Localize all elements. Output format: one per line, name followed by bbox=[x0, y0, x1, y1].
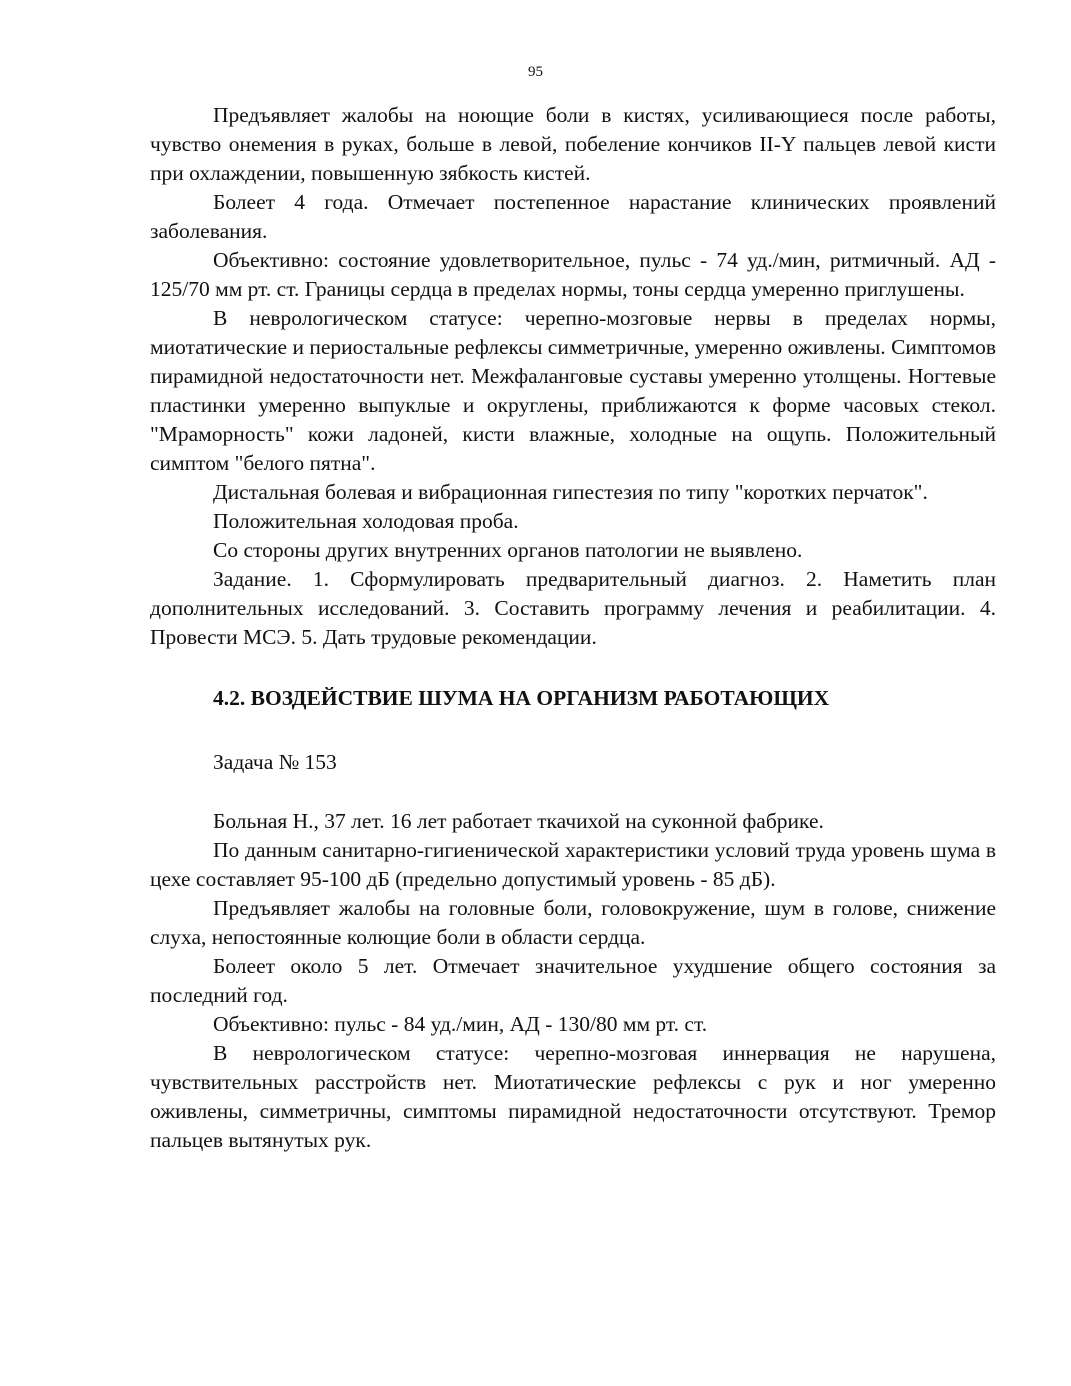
case-assignment-paragraph: Задание. 1. Сформулировать предварительный диагноз. 2. Наметить план дополнительных исследований. 3. Составить программу лечения и реабилитации. 4. Провести МСЭ. 5. Дать трудовые рекомендации. bbox=[150, 567, 996, 649]
task-conditions-paragraph: По данным санитарно-гигиенической характеристики условий труда уровень шума в цехе составляет 95-100 дБ (предельно допустимый уровень - 85 дБ). bbox=[150, 838, 996, 891]
case-other-organs-paragraph: Со стороны других внутренних органов патологии не выявлено. bbox=[213, 538, 803, 562]
case-neuro-status-paragraph: В неврологическом статусе: черепно-мозговые нервы в пределах нормы, миотатические и периостальные рефлексы симметричные, умеренно оживлены. Симптомов пирамидной недостаточности нет. Межфаланговые суставы умеренно утолщены. Ногтевые пластинки умеренно выпуклые и округлены, приближаются к форме часовых стекол. "Мраморность" кожи ладоней, кисти влажные, холодные на ощупь. Положительный симптом "белого пятна". bbox=[150, 306, 996, 475]
case-history-paragraph: Болеет 4 года. Отмечает постепенное нарастание клинических проявлений заболевания. bbox=[150, 190, 996, 243]
task-objective-paragraph: Объективно: пульс - 84 уд./мин, АД - 130/80 мм рт. ст. bbox=[213, 1012, 708, 1036]
case-objective-paragraph: Объективно: состояние удовлетворительное, пульс - 74 уд./мин, ритмичный. АД - 125/70 мм рт. ст. Границы сердца в пределах нормы, тоны сердца умеренно приглушены. bbox=[150, 248, 996, 301]
page-number: 95 bbox=[528, 64, 543, 80]
section-heading: 4.2. ВОЗДЕЙСТВИЕ ШУМА НА ОРГАНИЗМ РАБОТАЮЩИХ bbox=[213, 686, 830, 710]
page-content bbox=[150, 101, 996, 1155]
case-complaints-paragraph: Предъявляет жалобы на ноющие боли в кистях, усиливающиеся после работы, чувство онемения в руках, больше в левой, побеление кончиков II-Y пальцев левой кисти при охлаждении, повышенную зябкость кистей. bbox=[150, 103, 996, 185]
task-complaints-paragraph: Предъявляет жалобы на головные боли, головокружение, шум в голове, снижение слуха, непостоянные колющие боли в области сердца. bbox=[150, 896, 996, 949]
case-hypesthesia-paragraph: Дистальная болевая и вибрационная гипестезия по типу "коротких перчаток". bbox=[213, 480, 928, 504]
task-history-paragraph: Болеет около 5 лет. Отмечает значительное ухудшение общего состояния за последний год. bbox=[150, 954, 996, 1007]
task-title: Задача № 153 bbox=[213, 750, 337, 774]
task-patient-paragraph: Больная Н., 37 лет. 16 лет работает ткачихой на суконной фабрике. bbox=[213, 809, 824, 833]
task-neuro-status-paragraph: В неврологическом статусе: черепно-мозговая иннервация не нарушена, чувствительных расстройств нет. Миотатические рефлексы с рук и ног умеренно оживлены, симметричны, симптомы пирамидной недостаточности отсутствуют. Тремор пальцев вытянутых рук. bbox=[150, 1041, 996, 1152]
case-cold-test-paragraph: Положительная холодовая проба. bbox=[213, 509, 519, 533]
